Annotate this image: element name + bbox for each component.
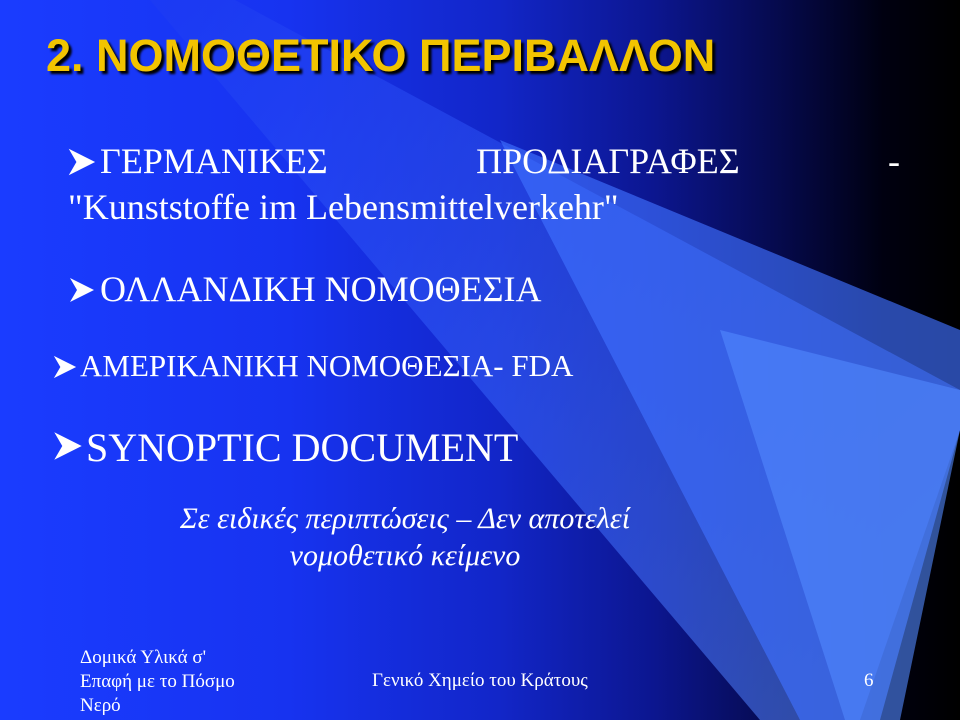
bullet-german-label: ΓΕΡΜΑΝΙΚΕΣ xyxy=(100,141,328,181)
bullet-dutch-legislation: ΟΛΛΑΝΔΙΚΗ ΝΟΜΟΘΕΣΙΑ xyxy=(100,269,542,309)
slide-title: 2. ΝΟΜΟΘΕΤΙΚΟ ΠΕΡΙΒΑΛΛΟΝ xyxy=(46,30,716,81)
footer-left-line1: Δομικά Υλικά σ' xyxy=(80,647,207,668)
arrowhead-bullet-icon xyxy=(68,276,96,304)
bullet-synoptic-document: SYNOPTIC DOCUMENT xyxy=(86,425,519,470)
italic-note: Σε ειδικές περιπτώσεις – Δεν αποτελεί νομοθετικό κείμενο xyxy=(179,502,631,572)
arrowhead-bullet-icon xyxy=(52,354,78,380)
arrowhead-bullet-icon xyxy=(68,148,96,176)
bullet-specs-label: ΠΡΟΔΙΑΓΡΑΦΕΣ xyxy=(476,141,740,181)
footer-left-line2: Επαφή με το Πόσμο xyxy=(80,671,235,692)
bullet-german-specs-line1 xyxy=(100,140,900,182)
bullet-american-legislation: ΑΜΕΡΙΚΑΝΙΚΗ ΝΟΜΟΘΕΣΙΑ- FDA xyxy=(80,348,574,383)
bullet-german-specs-line2: "Kunststoffe im Lebensmittelverkehr" xyxy=(68,187,619,227)
footer-center: Γενικό Χημείο του Κράτους xyxy=(372,670,588,691)
footer-left-line3: Νερό xyxy=(80,695,121,716)
arrowhead-bullet-icon xyxy=(52,430,84,462)
bullet-dash: - xyxy=(888,141,900,181)
page-number: 6 xyxy=(864,670,874,691)
footer-left xyxy=(80,646,235,718)
